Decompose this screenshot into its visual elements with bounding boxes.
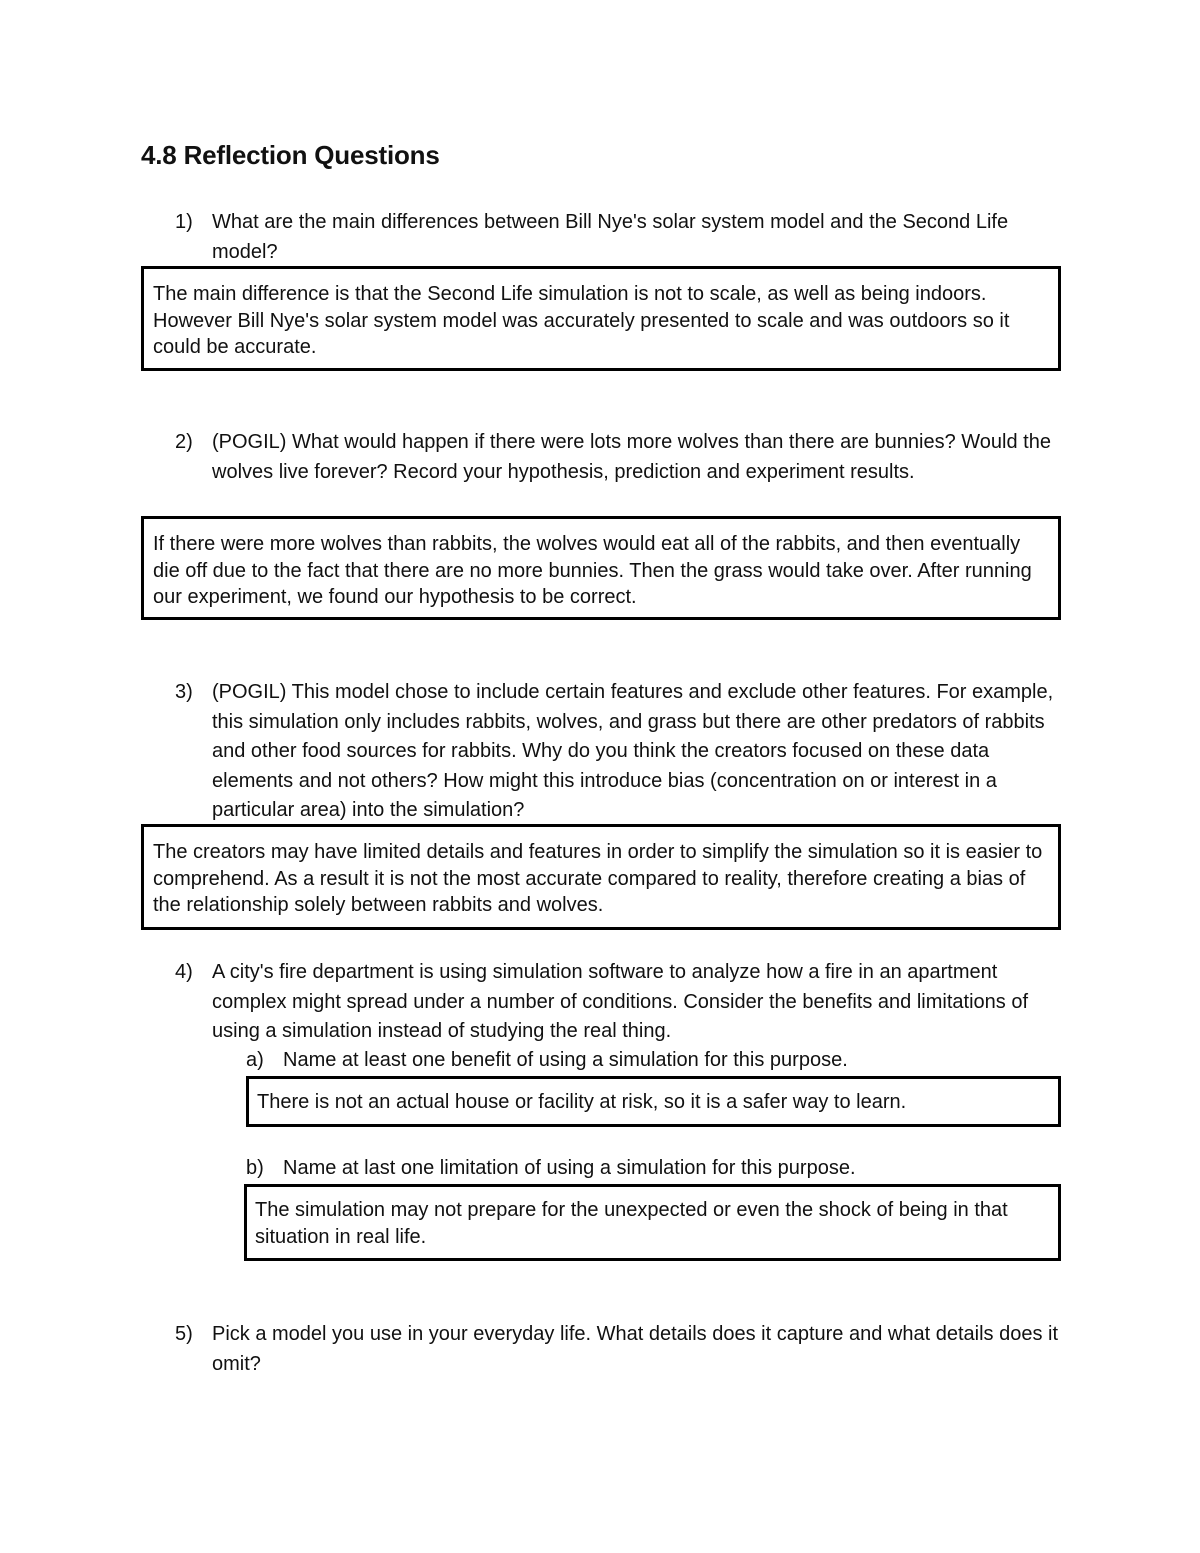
question-text: Pick a model you use in your everyday life. What details does it capture and what details does it omit? xyxy=(212,1323,1059,1375)
question-3 xyxy=(175,678,1065,826)
question-number: 1) xyxy=(175,211,193,233)
question-number: 3) xyxy=(175,681,193,703)
answer-box-3[interactable] xyxy=(141,824,1061,930)
question-5 xyxy=(175,1320,1065,1379)
question-text: What are the main differences between Bill Nye's solar system model and the Second Life model? xyxy=(212,211,1009,263)
question-number: 4) xyxy=(175,961,193,983)
question-text: (POGIL) What would happen if there were lots more wolves than there are bunnies? Would the wolves live forever? Record your hypothesis, prediction and experiment results. xyxy=(212,431,1051,483)
page-title: 4.8 Reflection Questions xyxy=(141,140,440,170)
answer-text: There is not an actual house or facility at risk, so it is a safer way to learn. xyxy=(257,1091,907,1113)
answer-box-2[interactable] xyxy=(141,516,1061,620)
subquestion-text: Name at last one limitation of using a simulation for this purpose. xyxy=(283,1157,856,1179)
subquestion-4a xyxy=(246,1046,1066,1075)
answer-box-1[interactable] xyxy=(141,266,1061,371)
question-number: 2) xyxy=(175,431,193,453)
question-2 xyxy=(175,428,1065,487)
subquestion-text: Name at least one benefit of using a simulation for this purpose. xyxy=(283,1049,848,1071)
answer-text: If there were more wolves than rabbits, the wolves would eat all of the rabbits, and then eventually die off due to the fact that there are no more bunnies. Then the grass would take over. After running our experiment, we found our hypothesis to be correct. xyxy=(153,533,1032,608)
answer-box-4b[interactable] xyxy=(244,1184,1061,1261)
question-text: A city's fire department is using simulation software to analyze how a fire in an apartment complex might spread under a number of conditions. Consider the benefits and limitations of using a simulation instead of studying the real thing. xyxy=(212,961,1029,1042)
answer-text: The main difference is that the Second Life simulation is not to scale, as well as being indoors. However Bill Nye's solar system model was accurately presented to scale and was outdoors so it could be accurate. xyxy=(153,283,1010,358)
subquestion-4b xyxy=(246,1154,1066,1183)
question-4 xyxy=(175,958,1065,1047)
subquestion-letter: a) xyxy=(246,1049,264,1071)
answer-text: The simulation may not prepare for the unexpected or even the shock of being in that situation in real life. xyxy=(255,1199,1008,1248)
question-1 xyxy=(175,208,1065,267)
question-text: (POGIL) This model chose to include certain features and exclude other features. For example, this simulation only includes rabbits, wolves, and grass but there are other predators of rabbits and other food sources for rabbits. Why do you think the creators focused on these data elements and not others? How might this introduce bias (concentration on or interest in a particular area) into the simulation? xyxy=(212,681,1054,821)
question-number: 5) xyxy=(175,1323,193,1345)
answer-text: The creators may have limited details and features in order to simplify the simulation so it is easier to comprehend. As a result it is not the most accurate compared to reality, therefore creating a bias of the relationship solely between rabbits and wolves. xyxy=(153,841,1043,916)
answer-box-4a[interactable] xyxy=(246,1076,1061,1127)
subquestion-letter: b) xyxy=(246,1157,264,1179)
